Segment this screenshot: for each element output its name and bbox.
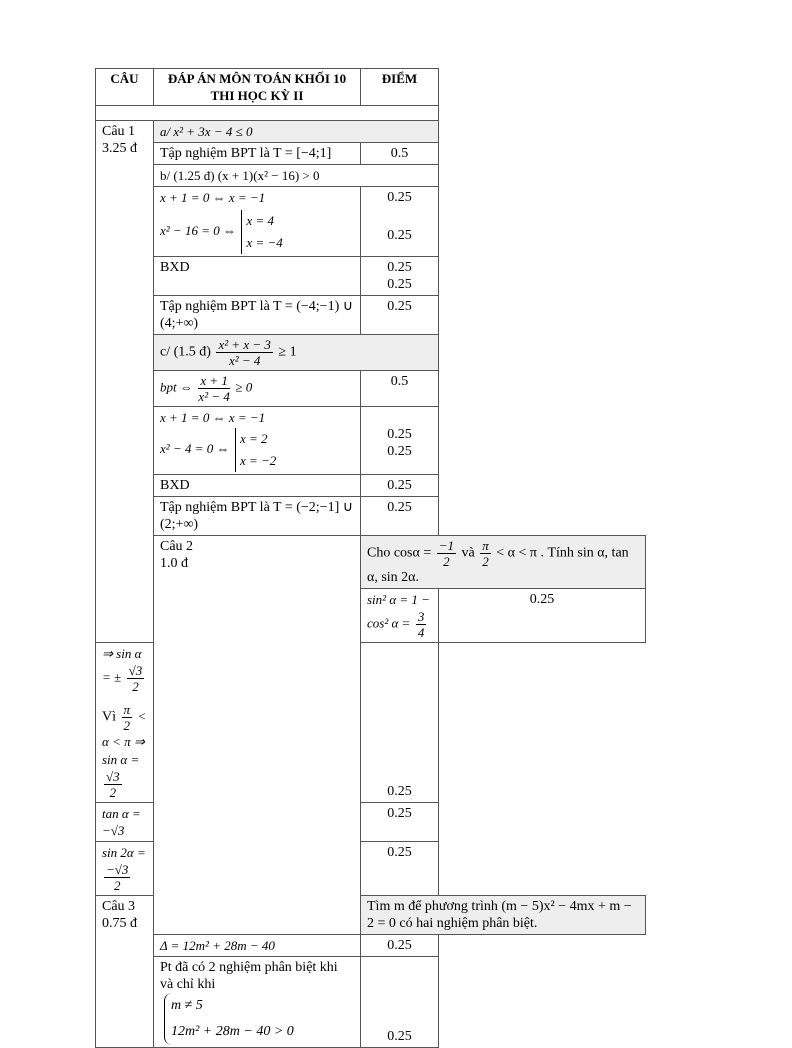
- q1-b-roots: [241, 210, 282, 254]
- q2-title-row: [96, 536, 646, 589]
- q1-b-steps: [154, 187, 361, 257]
- q2-title-b: và: [461, 545, 475, 561]
- q2-pi-fraction: [480, 538, 491, 569]
- q1-c-suffix: ≥ 1: [278, 344, 297, 360]
- q1-b-bxd-score: [361, 257, 439, 296]
- q3-delta-row: [96, 935, 646, 957]
- q2-step2: [96, 643, 154, 803]
- q2-step5: [96, 842, 154, 896]
- q1-c-steps-row: [96, 407, 646, 475]
- q2-pi-den: 2: [482, 554, 489, 569]
- q3-condition-2: 12m² + 28m − 40 > 0: [171, 1024, 294, 1039]
- q2-step3-num: π: [123, 702, 131, 717]
- q1-b-steps-score: [361, 187, 439, 257]
- q2-cos-fraction: [437, 538, 456, 569]
- q2-step1-left: sin² α = 1 − cos² α =: [367, 592, 430, 631]
- q1-c-root1: x = 2: [239, 431, 268, 446]
- q2-step1-num: 3: [417, 609, 425, 624]
- q2-step5-left: sin 2α =: [102, 845, 146, 860]
- q1-a-solution: Tập nghiệm BPT là T = [−4;1]: [154, 143, 361, 165]
- q2-title-a: Cho cosα =: [367, 545, 432, 561]
- q2-step2-fraction: [127, 663, 145, 694]
- q3-condition-score: 0.25: [361, 957, 439, 1048]
- q1-c-steps: [154, 407, 361, 475]
- q3-condition-text: Pt đã có 2 nghiệm phân biệt khi và chỉ khi: [160, 960, 338, 992]
- q1-c-solution: Tập nghiệm BPT là T = (−2;−1] ∪ (2;+∞): [154, 497, 361, 536]
- q3-label: Câu 3: [102, 899, 136, 914]
- q1-b-solution-score: 0.25: [361, 296, 439, 335]
- q2-step1-score: 0.25: [439, 589, 646, 643]
- q1-c-bpt-den: x² − 4: [198, 389, 230, 404]
- q2-title: [361, 536, 646, 589]
- q1-c-bpt-suffix: ≥ 0: [235, 379, 253, 395]
- q2-step1-den: 4: [417, 625, 425, 640]
- q2-step3-prefix: Vì: [102, 709, 116, 725]
- q1-c-fraction: [216, 337, 272, 368]
- q1-c-title: [154, 335, 439, 371]
- q1-b-title: b/ (1.25 đ) (x + 1)(x² − 16) > 0: [154, 165, 439, 187]
- header-row: [96, 69, 646, 106]
- q1-b-line2-left: x² − 16 = 0 ⇔: [160, 223, 236, 239]
- q2-label: Câu 2: [160, 539, 194, 554]
- q2-step4: tan α = −√3: [96, 803, 154, 842]
- q2-pi-num: π: [482, 538, 489, 553]
- q1-a-title: a/ x² + 3x − 4 ≤ 0: [154, 121, 439, 143]
- q1-c-bpt-fraction: [198, 373, 230, 404]
- q1-c-line1: x + 1 = 0 ⇔ x = −1: [160, 410, 266, 425]
- q1-b-bxd-score1: 0.25: [387, 260, 412, 275]
- q1-c-score1: 0.25: [387, 427, 412, 442]
- q1-b-score2: 0.25: [387, 228, 412, 243]
- q3-condition-system: [164, 993, 294, 1045]
- q1-c-solution-row: [96, 497, 646, 536]
- q1-c-bpt-num: x + 1: [200, 373, 228, 388]
- q3-condition-1: m ≠ 5: [171, 998, 203, 1013]
- q2-step3-rnum: √3: [106, 769, 120, 784]
- q2-step2-den: 2: [132, 679, 139, 694]
- q2-step1-fraction: [416, 609, 427, 640]
- q2-step5-fraction: [104, 862, 130, 893]
- q1-c-bxd-score: 0.25: [361, 475, 439, 497]
- q1-b-score1: 0.25: [387, 190, 412, 205]
- q1-a-score: 0.5: [361, 143, 439, 165]
- q2-step3-rden: 2: [109, 785, 117, 800]
- q1-c-bxd-row: [96, 475, 646, 497]
- q1-b-title-row: [96, 165, 646, 187]
- q1-c-root2: x = −2: [239, 453, 277, 468]
- q1-c-line2-left: x² − 4 = 0 ⇔: [160, 441, 230, 457]
- q1-c-bpt: [154, 371, 361, 407]
- q1-c-prefix: c/ (1.5 đ): [160, 344, 211, 360]
- q2-step2-left: ⇒ sin α = ±: [102, 646, 142, 685]
- q1-points: 3.25 đ: [102, 141, 137, 156]
- q2-step3-fraction: [122, 702, 133, 733]
- q2-step5-num: −√3: [106, 862, 129, 877]
- q1-c-frac-num: x² + x − 3: [218, 337, 271, 352]
- q3-title: Tìm m để phương trình (m − 5)x² − 4mx + m − 2 = 0 có hai nghiệm phân biệt.: [361, 896, 646, 935]
- q1-b-bxd: BXD: [154, 257, 361, 296]
- q3-condition-row: [96, 957, 646, 1048]
- q1-b-bxd-score2: 0.25: [387, 277, 412, 292]
- q2-step5-score: 0.25: [361, 842, 439, 896]
- q1-c-solution-score: 0.25: [361, 497, 439, 536]
- q2-step3-mid: < α < π ⇒ sin α =: [102, 708, 147, 767]
- header-title: ĐÁP ÁN MÔN TOÁN KHỐI 10 THI HỌC KỲ II: [154, 69, 361, 106]
- q1-c-score2: 0.25: [387, 444, 412, 459]
- q1-b-bxd-row: [96, 257, 646, 296]
- q3-delta-score: 0.25: [361, 935, 439, 957]
- q2-step3-score: 0.25: [361, 643, 439, 803]
- answer-key-table: [95, 68, 646, 1048]
- q2-step2-num: √3: [128, 663, 143, 678]
- q2-cos-den: 2: [443, 554, 450, 569]
- q2-cos-num: −1: [438, 538, 455, 553]
- header-question: CÂU: [96, 69, 154, 106]
- q1-a-title-row: [96, 121, 646, 143]
- q1-c-bpt-row: [96, 371, 646, 407]
- q1-c-frac-den: x² − 4: [228, 353, 261, 368]
- q2-title-c: < α < π . Tính sin α, tan α, sin 2α.: [367, 545, 629, 585]
- q2-step5-den: 2: [113, 878, 121, 893]
- q3-points: 0.75 đ: [102, 916, 137, 931]
- q3-condition: [154, 957, 361, 1048]
- q1-b-root1: x = 4: [246, 213, 275, 228]
- q1-b-solution-row: [96, 296, 646, 335]
- q1-label: Câu 1: [102, 124, 136, 139]
- q1-b-root2: x = −4: [246, 235, 283, 250]
- q1-c-bxd: BXD: [154, 475, 361, 497]
- q1-b-solution: Tập nghiệm BPT là T = (−4;−1) ∪ (4;+∞): [154, 296, 361, 335]
- q1-c-roots: [235, 428, 276, 472]
- q2-step3-result: [104, 769, 122, 800]
- q1-c-bpt-prefix: bpt ⇔: [160, 379, 193, 395]
- q1-c-title-row: [96, 335, 646, 371]
- header-score: ĐIỂM: [361, 69, 439, 106]
- q2-label-cell: [154, 536, 361, 935]
- q1-a-solution-row: [96, 143, 646, 165]
- q2-step3-den: 2: [123, 718, 130, 733]
- q2-points: 1.0 đ: [160, 556, 188, 571]
- q1-label-cell: [96, 121, 154, 643]
- q2-step1: [361, 589, 439, 643]
- q1-b-steps-row: [96, 187, 646, 257]
- q3-delta: Δ = 12m² + 28m − 40: [154, 935, 361, 957]
- q1-c-bpt-score: 0.5: [361, 371, 439, 407]
- q1-b-line1: x + 1 = 0 ⇔ x = −1: [160, 190, 266, 205]
- spacer-row: [96, 106, 646, 121]
- q1-c-steps-score: [361, 407, 439, 475]
- q2-step4-score: 0.25: [361, 803, 439, 842]
- q3-label-cell: [96, 896, 154, 1048]
